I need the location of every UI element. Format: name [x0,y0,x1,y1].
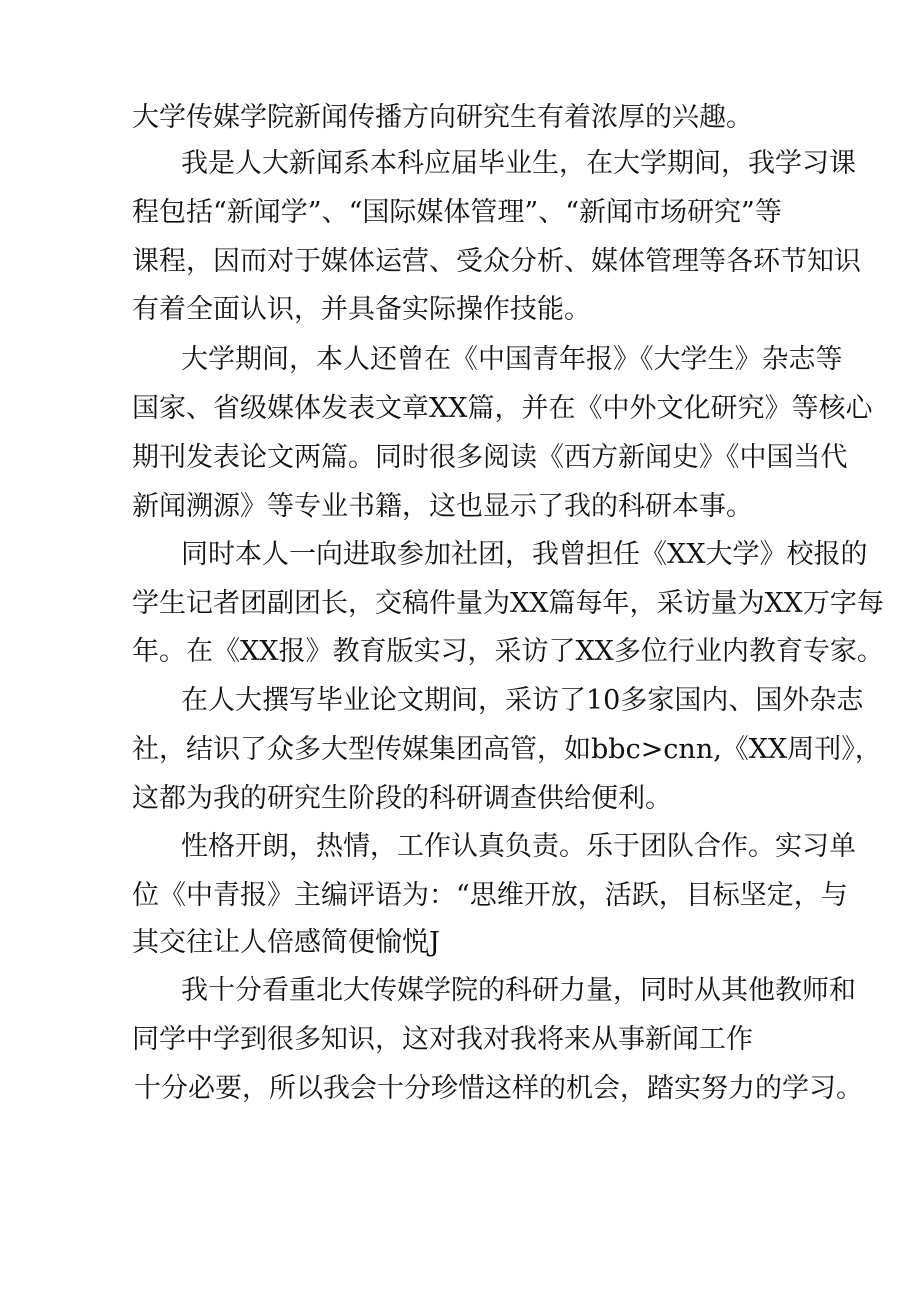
text-line: 学生记者团副团长，交稿件量为XX篇每年，采访量为XX万字每 [132,588,884,619]
text-line: 新闻溯源》等专业书籍，这也显示了我的科研本事。 [132,491,753,522]
text-line: 这都为我的研究生阶段的科研调查供给便利。 [132,783,672,814]
paragraph-first-line: 在人大撰写毕业论文期间，采访了10多家国内、国外杂志 [181,685,864,716]
text-line: 其交往让人倍感简便愉悦J [132,927,440,958]
text-line: 社，结识了众多大型传媒集团高管，如bbc>cnn,《XX周刊》， [132,734,882,765]
text-line: 同学中学到很多知识，这对我对我将来从事新闻工作 [132,1024,753,1055]
paragraph-first-line: 我是人大新闻系本科应届毕业生，在大学期间，我学习课 [181,148,856,179]
paragraph-first-line: 我十分看重北大传媒学院的科研力量，同时从其他教师和 [181,975,856,1006]
text-line: 程包括“新闻学”、“国际媒体管理”、“新闻市场研究”等 [132,197,782,228]
text-line: 年。在《XX报》教育版实习，采访了XX多位行业内教育专家。 [132,636,884,667]
text-line: 大学传媒学院新闻传播方向研究生有着浓厚的兴趣。 [132,102,753,133]
paragraph-first-line: 大学期间，本人还曾在《中国青年报》《大学生》杂志等 [181,344,843,375]
text-line: 有着全面认识，并具备实际操作技能。 [132,294,591,325]
text-line: 十分必要，所以我会十分珍惜这样的机会，踏实努力的学习。 [134,1073,863,1104]
paragraph-first-line: 性格开朗，热情，工作认真负责。乐于团队合作。实习单 [181,831,856,862]
text-line: 国家、省级媒体发表文章XX篇，并在《中外文化研究》等核心 [132,393,873,424]
paragraph-first-line: 同时本人一向进取参加社团，我曾担任《XX大学》校报的 [181,539,868,570]
text-line: 位《中青报》主编评语为：“思维开放，活跃，目标坚定，与 [132,880,848,911]
text-line: 期刊发表论文两篇。同时很多阅读《西方新闻史》《中国当代 [132,442,848,473]
text-line: 课程，因而对于媒体运营、受众分析、媒体管理等各环节知识 [132,246,861,277]
